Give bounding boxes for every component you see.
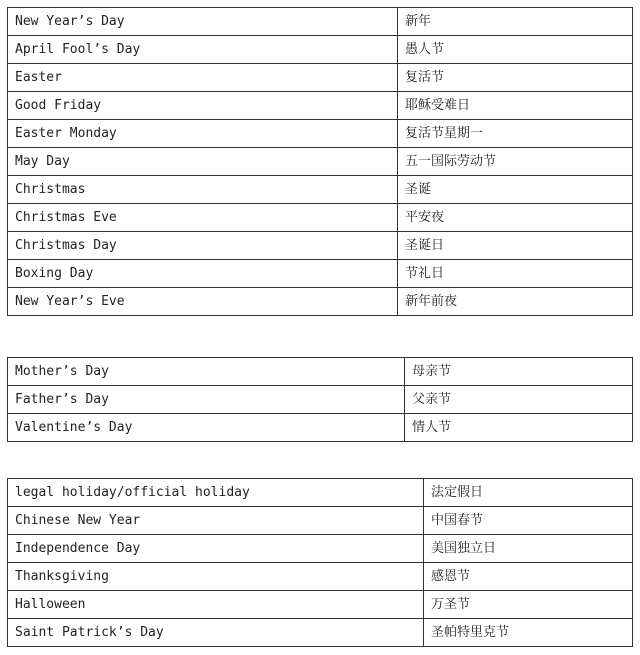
table-row (8, 148, 633, 176)
holiday-english-name: New Year’s Eve (8, 288, 398, 316)
table-row (8, 414, 633, 442)
holiday-english-name: Mother’s Day (8, 358, 405, 386)
table-row (8, 288, 633, 316)
holiday-english-name: Easter (8, 64, 398, 92)
holiday-chinese-name: 复活节 (398, 64, 633, 92)
holiday-chinese-name: 美国独立日 (424, 535, 633, 563)
table-row (8, 386, 633, 414)
holiday-table-family (7, 357, 633, 442)
holiday-chinese-name: 母亲节 (405, 358, 633, 386)
holiday-chinese-name: 节礼日 (398, 260, 633, 288)
holiday-english-name: Christmas Day (8, 232, 398, 260)
table-row (8, 535, 633, 563)
holiday-english-name: New Year’s Day (8, 8, 398, 36)
holiday-english-name: Valentine’s Day (8, 414, 405, 442)
table-row (8, 36, 633, 64)
holiday-english-name: Father’s Day (8, 386, 405, 414)
holiday-table-other (7, 478, 633, 647)
table-row (8, 176, 633, 204)
holiday-english-name: Boxing Day (8, 260, 398, 288)
holiday-chinese-name: 法定假日 (424, 479, 633, 507)
holiday-chinese-name: 万圣节 (424, 591, 633, 619)
holiday-english-name: legal holiday/official holiday (8, 479, 424, 507)
holiday-chinese-name: 耶稣受难日 (398, 92, 633, 120)
table-row (8, 619, 633, 647)
table-body (8, 8, 633, 316)
holiday-chinese-name: 五一国际劳动节 (398, 148, 633, 176)
holiday-chinese-name: 愚人节 (398, 36, 633, 64)
table-row (8, 8, 633, 36)
holiday-english-name: Christmas (8, 176, 398, 204)
holiday-chinese-name: 感恩节 (424, 563, 633, 591)
table-body (8, 358, 633, 442)
holiday-chinese-name: 圣诞日 (398, 232, 633, 260)
holiday-english-name: Independence Day (8, 535, 424, 563)
holiday-chinese-name: 圣帕特里克节 (424, 619, 633, 647)
table-row (8, 64, 633, 92)
holiday-english-name: Christmas Eve (8, 204, 398, 232)
holiday-english-name: Thanksgiving (8, 563, 424, 591)
table-row (8, 507, 633, 535)
table-row (8, 232, 633, 260)
holiday-chinese-name: 复活节星期一 (398, 120, 633, 148)
holiday-chinese-name: 新年 (398, 8, 633, 36)
holiday-english-name: Easter Monday (8, 120, 398, 148)
holiday-english-name: Saint Patrick’s Day (8, 619, 424, 647)
table-row (8, 120, 633, 148)
holiday-english-name: Good Friday (8, 92, 398, 120)
holiday-english-name: Halloween (8, 591, 424, 619)
holiday-chinese-name: 父亲节 (405, 386, 633, 414)
table-row (8, 260, 633, 288)
holiday-chinese-name: 平安夜 (398, 204, 633, 232)
holiday-table-general (7, 7, 633, 316)
holiday-chinese-name: 新年前夜 (398, 288, 633, 316)
holiday-chinese-name: 中国春节 (424, 507, 633, 535)
holiday-chinese-name: 情人节 (405, 414, 633, 442)
holiday-english-name: Chinese New Year (8, 507, 424, 535)
table-row (8, 204, 633, 232)
holiday-chinese-name: 圣诞 (398, 176, 633, 204)
holiday-english-name: May Day (8, 148, 398, 176)
holiday-english-name: April Fool’s Day (8, 36, 398, 64)
table-row (8, 479, 633, 507)
table-row (8, 92, 633, 120)
table-row (8, 563, 633, 591)
table-row (8, 591, 633, 619)
table-body (8, 479, 633, 647)
table-row (8, 358, 633, 386)
